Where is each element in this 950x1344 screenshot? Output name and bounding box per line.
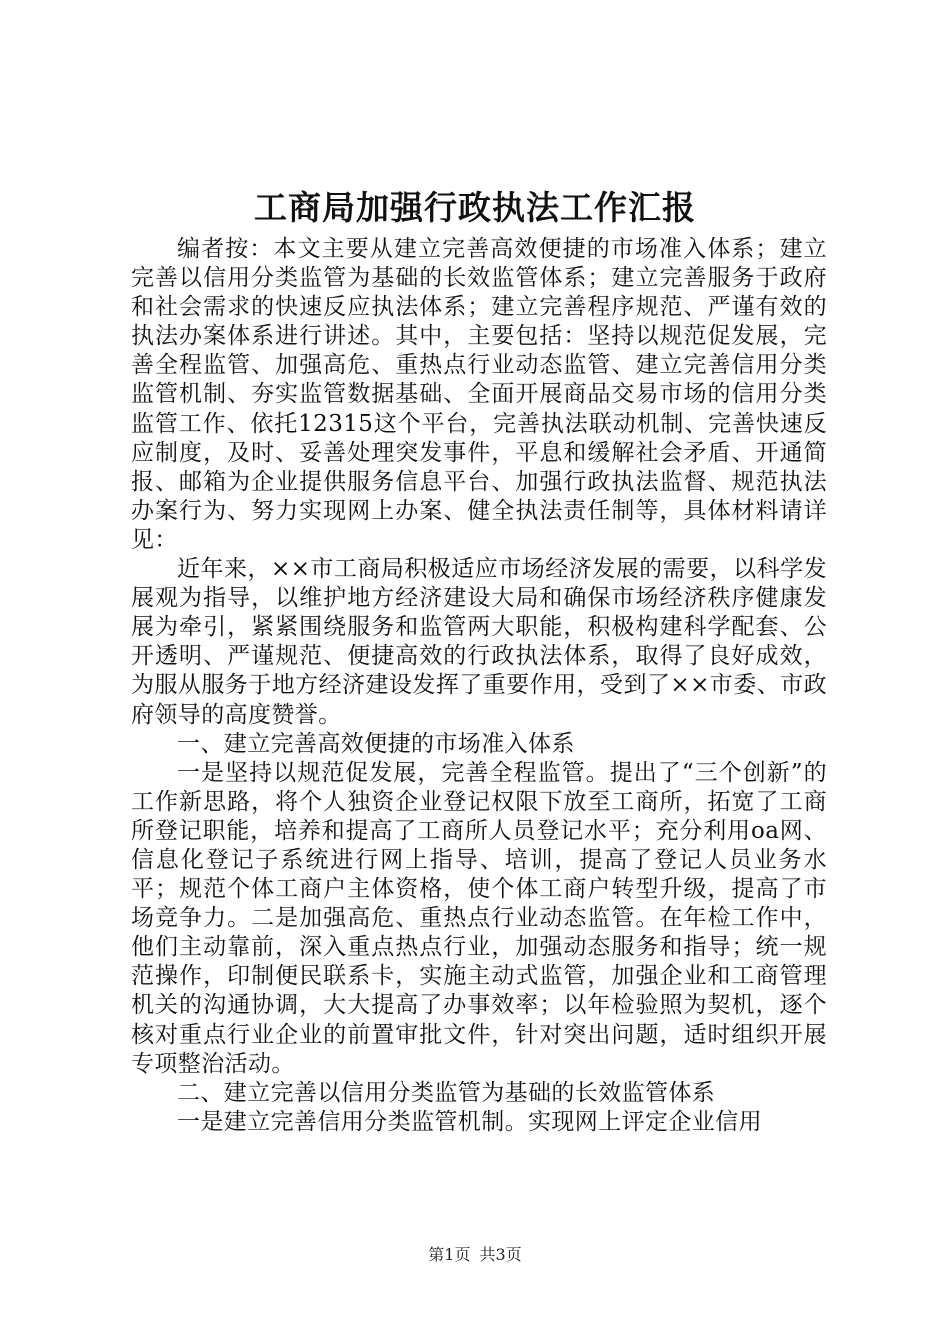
section-2-paragraph: 一是建立完善信用分类监管机制。实现网上评定企业信用: [177, 1108, 762, 1135]
section-heading-2: 二、建立完善以信用分类监管为基础的长效监管体系: [177, 1079, 716, 1106]
document-body: [131, 235, 827, 1137]
editor-note-paragraph: 编者按：本文主要从建立完善高效便捷的市场准入体系；建立完善以信用分类监管为基础的长效监管体系；建立完善服务于政府和社会需求的快速反应执法体系；建立完善程序规范、严谨有效的执法办案体系进行讲述。其中，主要包括：坚持以规范促发展，完善全程监管、加强高危、重热点行业动态监管、建立完善信用分类监管机制、夯实监管数据基础、全面开展商品交易市场的信用分类监管工作、依托12315这个平台，完善执法联动机制、完善快速反应制度，及时、妥善处理突发事件，平息和缓解社会矛盾、开通简报、邮箱为企业提供服务信息平台、加强行政执法监督、规范执法办案行为、努力实现网上办案、健全执法责任制等，具体材料请详见：: [131, 236, 827, 553]
page-number: 第1页: [428, 1245, 471, 1264]
section-1-paragraph: 一是坚持以规范促发展，完善全程监管。提出了“三个创新”的工作新思路，将个人独资企业登记权限下放至工商所，拓宽了工商所登记职能，培养和提高了工商所人员登记水平；充分利用oa网、信息化登记子系统进行网上指导、培训，提高了登记人员业务水平；规范个体工商户主体资格，使个体工商户转型升级，提高了市场竞争力。二是加强高危、重热点行业动态监管。在年检工作中，他们主动靠前，深入重点热点行业，加强动态服务和指导；统一规范操作，印制便民联系卡，实施主动式监管，加强企业和工商管理机关的沟通协调，大大提高了办事效率；以年检验照为契机，逐个核对重点行业企业的前置审批文件，针对突出问题，适时组织开展专项整治活动。: [131, 759, 827, 1077]
section-heading-1: 一、建立完善高效便捷的市场准入体系: [177, 730, 575, 757]
document-title: 工商局加强行政执法工作汇报: [254, 188, 696, 227]
total-pages: 共3页: [479, 1245, 522, 1264]
intro-paragraph: 近年来，××市工商局积极适应市场经济发展的需要，以科学发展观为指导，以维护地方经济建设大局和确保市场经济秩序健康发展为牵引，紧紧围绕服务和监管两大职能，积极构建科学配套、公开透明、严谨规范、便捷高效的行政执法体系，取得了良好成效，为服从服务于地方经济建设发挥了重要作用，受到了××市委、市政府领导的高度赞誉。: [131, 556, 827, 728]
page-footer: [0, 1245, 950, 1265]
